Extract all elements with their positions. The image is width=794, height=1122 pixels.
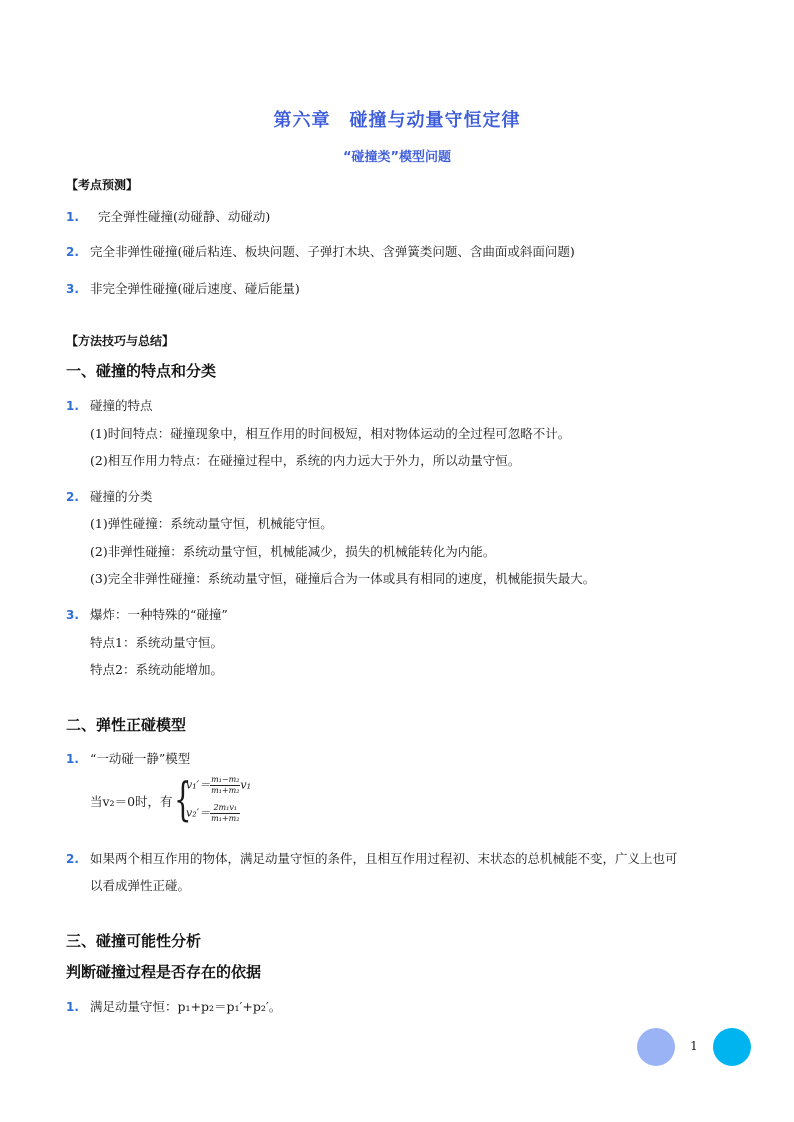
sub-item: 特点1：系统动量守恒。 xyxy=(90,635,223,650)
item-text: 碰撞的分类 xyxy=(90,489,153,504)
brace-symbol: { xyxy=(174,772,192,826)
page-title: 第六章 碰撞与动量守恒定律 xyxy=(273,110,521,131)
item-text: 非完全弹性碰撞(碰后速度、碰后能量) xyxy=(90,281,300,296)
sub-item: 特点2：系统动能增加。 xyxy=(90,662,223,677)
section-heading-kaodian: 【考点预测】 xyxy=(66,178,139,192)
formula-lhs: v₂′＝ xyxy=(186,806,211,820)
sub-item: (2)非弹性碰撞：系统动量守恒，机械能减少，损失的机械能转化为内能。 xyxy=(90,544,496,559)
item-text: 碰撞的特点 xyxy=(90,398,153,413)
item-text-continued: 以看成弹性正碰。 xyxy=(90,878,191,893)
item-number: 1. xyxy=(66,399,79,413)
formula-lhs: v₁′＝ xyxy=(186,778,211,792)
sub-item: (1)时间特点：碰撞现象中，相互作用的时间极短，相对物体运动的全过程可忽略不计。 xyxy=(90,426,571,441)
section-title-3: 三、碰撞可能性分析 xyxy=(66,932,202,950)
sub-item: (3)完全非弹性碰撞：系统动量守恒，碰撞后合为一体或具有相同的速度，机械能损失最大。 xyxy=(90,571,596,586)
list-item xyxy=(66,206,270,225)
fraction xyxy=(210,803,240,824)
item-text: 完全非弹性碰撞(碰后粘连、板块问题、子弹打木块、含弹簧类问题、含曲面或斜面问题) xyxy=(90,244,575,259)
numerator: m₁−m₂ xyxy=(211,775,240,784)
section-title-2: 二、弹性正碰模型 xyxy=(66,716,187,734)
item-number: 1. xyxy=(66,752,79,766)
list-item xyxy=(66,241,575,260)
page-number: 1 xyxy=(690,1039,698,1053)
section-subtitle-3: 判断碰撞过程是否存在的依据 xyxy=(66,963,262,981)
formula-rhs: v₁ xyxy=(240,778,252,792)
denominator: m₁+m₂ xyxy=(211,786,240,795)
list-item xyxy=(66,395,153,414)
section-heading-method: 【方法技巧与总结】 xyxy=(66,334,175,348)
formula-prefix: 当v₂＝0时，有 xyxy=(90,794,173,809)
item-text: 如果两个相互作用的物体，满足动量守恒的条件，且相互作用过程初、末状态的总机械能不变，广义上也可 xyxy=(90,851,678,866)
denominator: m₁+m₂ xyxy=(211,814,240,823)
sub-item: (1)弹性碰撞：系统动量守恒，机械能守恒。 xyxy=(90,516,333,531)
item-number: 3. xyxy=(66,282,79,296)
item-number: 3. xyxy=(66,608,79,622)
item-number: 1. xyxy=(66,210,79,224)
list-item xyxy=(66,748,190,767)
item-number: 2. xyxy=(66,852,79,866)
item-number: 1. xyxy=(66,1000,79,1014)
numerator: 2m₁v₁ xyxy=(210,803,240,814)
list-item xyxy=(66,996,281,1015)
footer-circle-right xyxy=(713,1028,751,1066)
sub-item: (2)相互作用力特点：在碰撞过程中，系统的内力远大于外力，所以动量守恒。 xyxy=(90,453,521,468)
item-number: 2. xyxy=(66,245,79,259)
footer-circle-left xyxy=(637,1028,675,1066)
formula-line-1 xyxy=(186,775,251,796)
list-item xyxy=(66,278,300,297)
item-text: 爆炸：一种特殊的“碰撞” xyxy=(90,607,228,622)
item-text: 满足动量守恒：p₁+p₂＝p₁′+p₂′。 xyxy=(90,999,282,1014)
page-subtitle: “碰撞类”模型问题 xyxy=(342,150,452,165)
item-number: 2. xyxy=(66,490,79,504)
section-title-1: 一、碰撞的特点和分类 xyxy=(66,362,217,380)
formula-line-2 xyxy=(186,803,240,824)
list-item xyxy=(66,604,228,623)
list-item xyxy=(66,848,678,867)
item-text: “一动碰一静”模型 xyxy=(90,751,191,766)
fraction xyxy=(210,775,240,796)
item-text: 完全弹性碰撞(动碰静、动碰动) xyxy=(98,209,271,224)
list-item xyxy=(66,486,153,505)
